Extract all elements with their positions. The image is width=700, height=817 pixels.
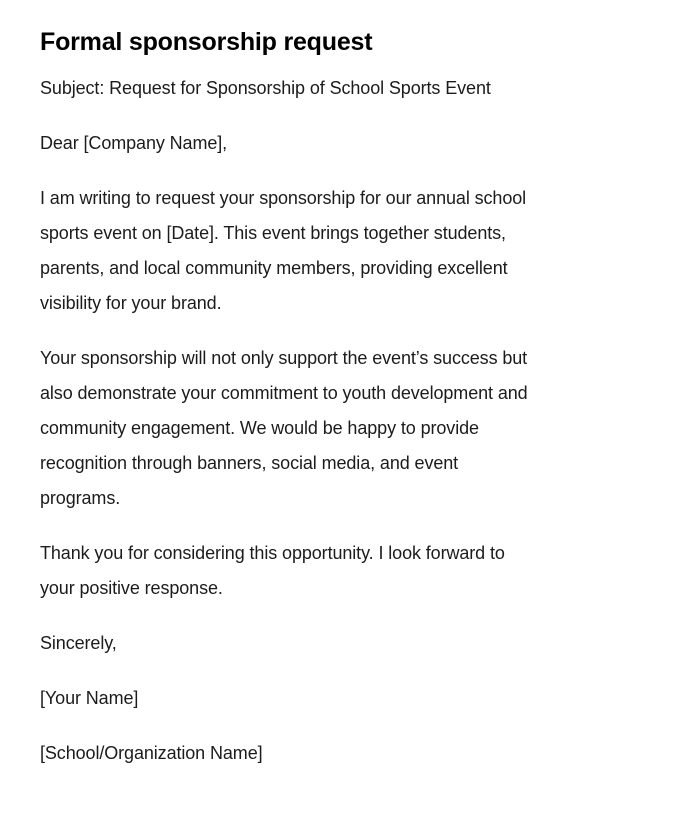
document-title: Formal sponsorship request [40,28,373,56]
signature-name-block [40,681,660,716]
text-line: Your sponsorship will not only support the event’s success but [40,348,528,368]
salutation-block [40,126,660,161]
paragraph-1 [40,181,660,321]
text-line: also demonstrate your commitment to youth development and [40,383,528,403]
text-line: your positive response. [40,578,223,598]
text-line: I am writing to request your sponsorship for our annual school [40,188,527,208]
subject-line: Subject: Request for Sponsorship of School Sports Event [40,78,491,98]
signature-organization-block [40,736,660,771]
text-line: Thank you for considering this opportunity. I look forward to [40,543,505,563]
paragraph-3 [40,536,660,606]
text-line: community engagement. We would be happy to provide [40,418,479,438]
text-line: parents, and local community members, providing excellent [40,258,508,278]
signature-name: [Your Name] [40,688,139,708]
text-line: visibility for your brand. [40,293,222,313]
text-line: programs. [40,488,121,508]
signature-organization: [School/Organization Name] [40,743,263,763]
paragraph-2 [40,341,660,516]
text-line: sports event on [Date]. This event brings together students, [40,223,506,243]
closing-block [40,626,660,661]
text-line: recognition through banners, social media, and event [40,453,459,473]
salutation: Dear [Company Name], [40,133,228,153]
subject-block [40,71,660,106]
closing: Sincerely, [40,633,117,653]
